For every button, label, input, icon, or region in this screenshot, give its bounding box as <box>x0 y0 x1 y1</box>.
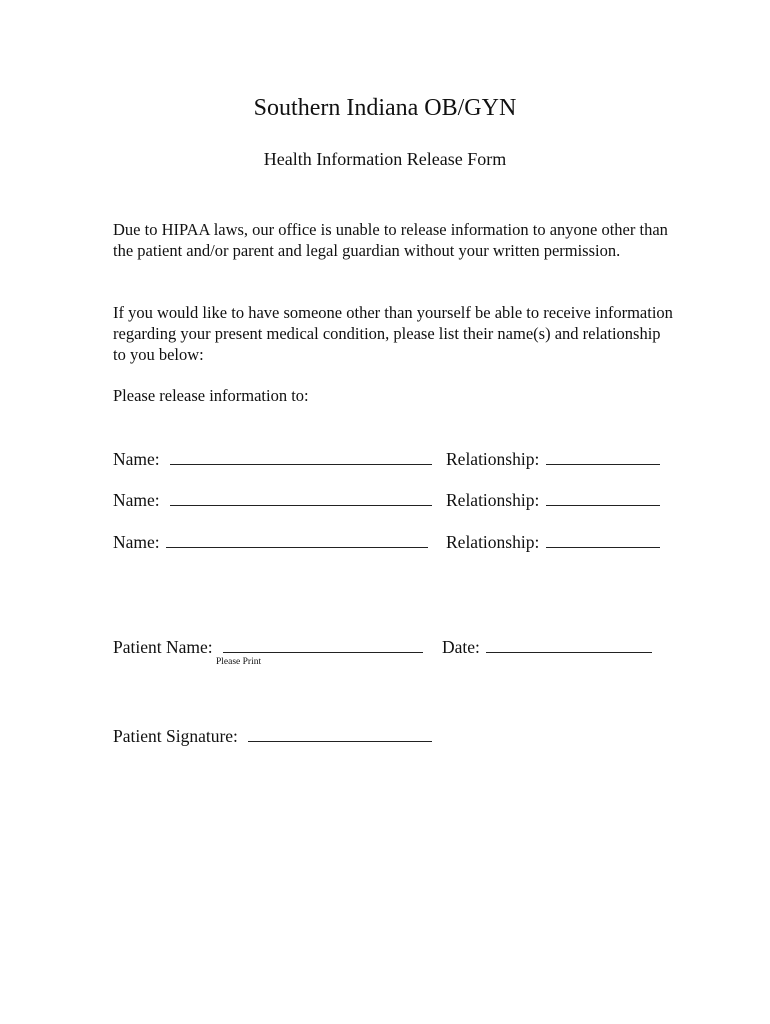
relationship-label: Relationship: <box>446 490 540 510</box>
relationship-input-1[interactable] <box>546 448 660 465</box>
date-field <box>442 636 652 658</box>
patient-signature-input[interactable] <box>248 725 432 742</box>
release-name-input-3[interactable] <box>166 531 428 548</box>
name-label: Name: <box>113 490 160 510</box>
relationship-field-2 <box>446 489 660 511</box>
practice-title: Southern Indiana OB/GYN <box>253 95 517 121</box>
form-title: Health Information Release Form <box>263 149 507 169</box>
relationship-label: Relationship: <box>446 532 540 552</box>
relationship-label: Relationship: <box>446 449 540 469</box>
release-name-input-2[interactable] <box>170 489 432 506</box>
name-label: Name: <box>113 532 160 552</box>
relationship-field-3 <box>446 531 660 553</box>
release-name-field-2 <box>113 489 432 511</box>
relationship-field-1 <box>446 448 660 470</box>
release-name-field-1 <box>113 448 432 470</box>
patient-name-field <box>113 636 423 658</box>
patient-signature-label: Patient Signature: <box>113 726 238 746</box>
date-input[interactable] <box>486 636 652 653</box>
hipaa-notice-paragraph: Due to HIPAA laws, our office is unable to release information to anyone other than the patient and/or parent and legal guardian without your written permission. <box>113 220 668 260</box>
release-to-label: Please release information to: <box>113 386 309 405</box>
date-label: Date: <box>442 637 480 657</box>
release-name-field-3 <box>113 531 428 553</box>
release-name-input-1[interactable] <box>170 448 432 465</box>
patient-signature-field <box>113 725 432 747</box>
instructions-paragraph: If you would like to have someone other than yourself be able to receive information regarding your present medical condition, please list their name(s) and relationship to you below: <box>113 303 673 364</box>
relationship-input-2[interactable] <box>546 489 660 506</box>
relationship-input-3[interactable] <box>546 531 660 548</box>
patient-name-input[interactable] <box>223 636 423 653</box>
patient-name-label: Patient Name: <box>113 637 213 657</box>
name-label: Name: <box>113 449 160 469</box>
please-print-hint: Please Print <box>216 657 262 667</box>
